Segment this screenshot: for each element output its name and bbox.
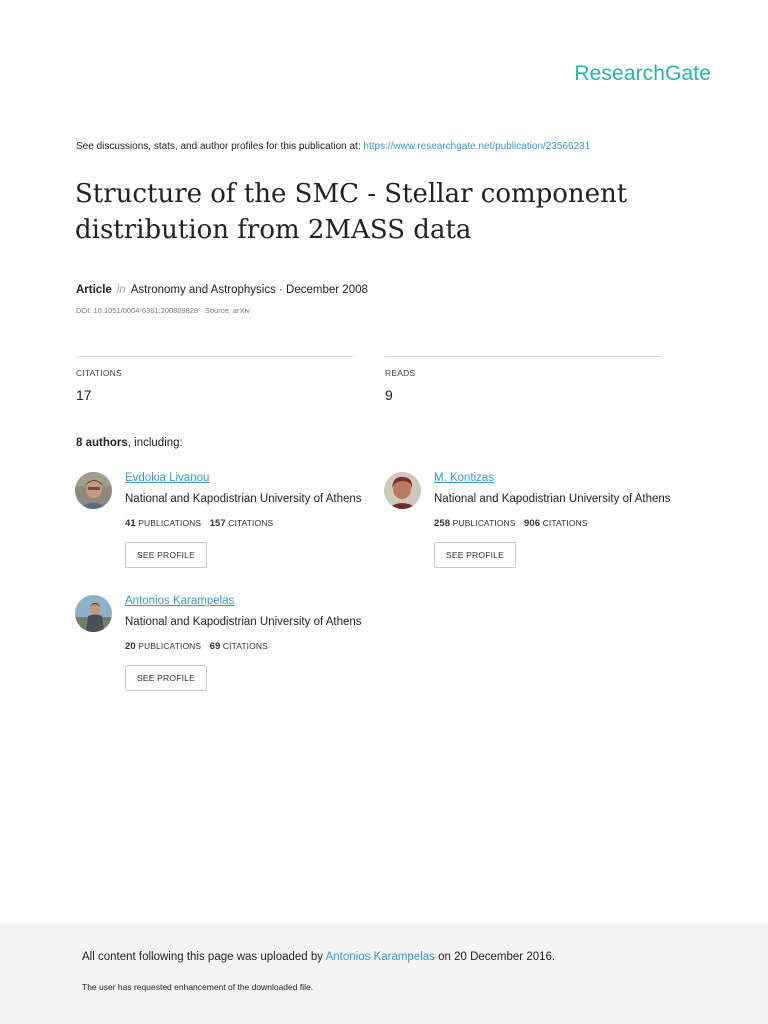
footer <box>0 923 768 1024</box>
publication-type: Article <box>76 284 112 296</box>
author-card <box>75 595 375 705</box>
researchgate-logo[interactable]: ResearchGate <box>574 62 711 85</box>
publication-url-link[interactable]: https://www.researchgate.net/publication/23566231 <box>363 141 591 152</box>
author-name-link[interactable]: M. Kontizas <box>434 472 495 484</box>
publication-doi: DOI: 10.1051/0004-6361:200809828 · Source: arXiv <box>76 306 250 315</box>
author-institution: National and Kapodistrian University of Athens <box>125 616 362 628</box>
author-counts <box>125 641 268 652</box>
uploaded-line <box>82 951 555 963</box>
authors-summary <box>76 437 183 449</box>
author-avatar[interactable] <box>75 472 112 509</box>
reads-label: READS <box>385 368 416 378</box>
uploaded-prefix: All content following this page was uploaded by <box>82 951 324 963</box>
author-institution: National and Kapodistrian University of Athens <box>434 493 671 505</box>
publication-title: Structure of the SMC - Stellar component distribution from 2MASS data <box>75 179 628 245</box>
uploader-link[interactable]: Antonios Karampelas <box>325 951 435 963</box>
author-avatar[interactable] <box>384 472 421 509</box>
author-citations-count: 69 <box>209 641 221 652</box>
publications-label: PUBLICATIONS <box>138 641 202 651</box>
author-card <box>75 472 375 582</box>
publication-venue: Astronomy and Astrophysics · December 2008 <box>130 284 368 296</box>
author-counts <box>434 518 588 529</box>
in-word: in <box>116 284 126 296</box>
uploaded-suffix: on 20 December 2016. <box>438 951 556 963</box>
publications-label: PUBLICATIONS <box>138 518 202 528</box>
author-name-link[interactable]: Antonios Karampelas <box>125 595 235 607</box>
citations-stat <box>76 356 353 403</box>
publication-meta <box>76 284 368 296</box>
author-citations-label: CITATIONS <box>542 518 588 528</box>
author-citations-label: CITATIONS <box>222 641 268 651</box>
author-avatar[interactable] <box>75 595 112 632</box>
requested-note: The user has requested enhancement of the downloaded file. <box>82 982 314 992</box>
author-name-link[interactable]: Evdokia Livanou <box>125 472 210 484</box>
see-profile-button[interactable]: SEE PROFILE <box>125 665 207 691</box>
author-institution: National and Kapodistrian University of Athens <box>125 493 362 505</box>
author-citations-label: CITATIONS <box>228 518 274 528</box>
reads-value: 9 <box>385 387 393 403</box>
publications-label: PUBLICATIONS <box>452 518 516 528</box>
see-profile-button[interactable]: SEE PROFILE <box>125 542 207 568</box>
reads-stat <box>385 356 662 403</box>
publications-count: 258 <box>434 518 451 529</box>
author-citations-count: 157 <box>209 518 226 529</box>
publications-count: 41 <box>125 518 136 529</box>
publications-count: 20 <box>125 641 136 652</box>
citations-value: 17 <box>76 387 92 403</box>
see-profile-button[interactable]: SEE PROFILE <box>434 542 516 568</box>
authors-suffix: , including: <box>127 437 183 449</box>
author-card <box>384 472 684 582</box>
authors-count: 8 authors <box>76 437 128 449</box>
author-citations-count: 906 <box>524 518 541 529</box>
intro-text: See discussions, stats, and author profiles for this publication at: <box>76 141 361 152</box>
citations-label: CITATIONS <box>76 368 122 378</box>
intro-line <box>76 141 590 152</box>
author-counts <box>125 518 273 529</box>
